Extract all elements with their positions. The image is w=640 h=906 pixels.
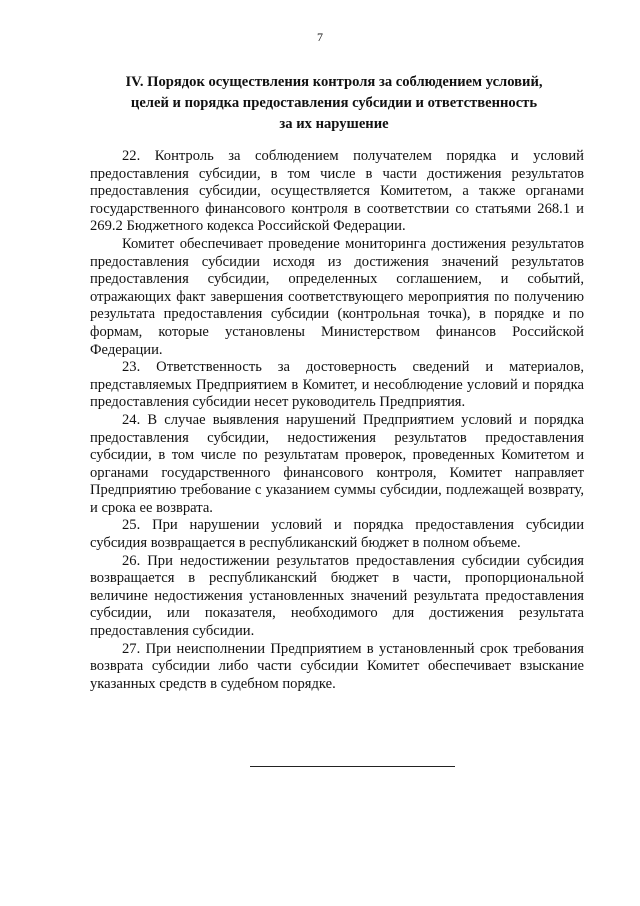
- document-body: [90, 148, 584, 693]
- paragraph-22: 22. Контроль за соблюдением получателем порядка и условий предоставления субсидии, в том числе в части достижения результатов предоставления субсидии, осуществляется Комитетом, а также органами государственного финансового контроля в соответствии со статьями 268.1 и 269.2 Бюджетного кодекса Российской Федерации.: [90, 148, 584, 235]
- section-heading-line: целей и порядка предоставления субсидии и ответственность: [130, 95, 538, 111]
- paragraph-24: 24. В случае выявления нарушений Предприятием условий и порядка предоставления субсидии, недостижения результатов предоставления субсидии, в том числе по результатам проверок, проведенных Комитетом и органами государственного финансового контроля, Комитет направляет Предприятию требование с указанием суммы субсидии, подлежащей возврату, и срока ее возврата.: [90, 411, 584, 516]
- section-heading-line: IV. Порядок осуществления контроля за соблюдением условий,: [125, 74, 543, 90]
- section-heading: [90, 72, 578, 135]
- closing-divider-line: [250, 766, 455, 767]
- page-number: 7: [317, 30, 323, 44]
- paragraph-27: 27. При неисполнении Предприятием в установленный срок требования возврата субсидии либо части субсидии Комитет обеспечивает взыскание указанных средств в судебном порядке.: [90, 640, 584, 692]
- section-heading-line: за их нарушение: [279, 116, 389, 132]
- paragraph-23: 23. Ответственность за достоверность сведений и материалов, представляемых Предприятием в Комитет, и несоблюдение условий и порядка предоставления субсидии несет руководитель Предприятия.: [90, 359, 584, 411]
- paragraph-25: 25. При нарушении условий и порядка предоставления субсидии субсидия возвращается в республиканский бюджет в полном объеме.: [90, 517, 584, 552]
- paragraph-26: 26. При недостижении результатов предоставления субсидии субсидия возвращается в республиканский бюджет в части, пропорциональной величине недостижения установленных значений результата предоставления субсидии, или показателя, необходимого для достижения результата предоставления субсидии.: [90, 552, 584, 640]
- paragraph-monitoring: Комитет обеспечивает проведение мониторинга достижения результатов предоставления субсидии исходя из достижения значений результатов предоставления субсидии, определенных соглашением, и событий, отражающих факт завершения соответствующего мероприятия по получению результата предоставления субсидии (контрольная точка), в порядке и по формам, которые установлены Министерством финансов Российской Федерации.: [90, 235, 584, 358]
